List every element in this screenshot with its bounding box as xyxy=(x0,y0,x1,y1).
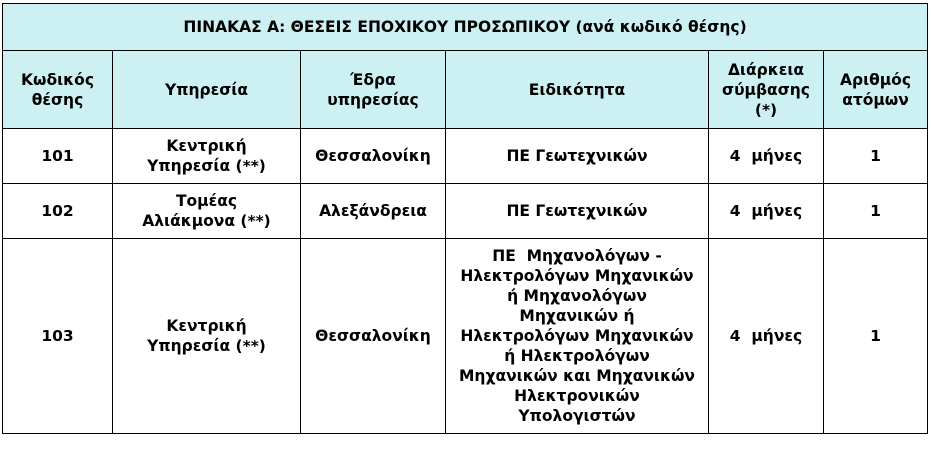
header-duration-line: Διάρκεια xyxy=(727,60,805,79)
header-seat-line: Έδρα xyxy=(350,70,396,89)
header-code xyxy=(3,51,113,129)
positions-table xyxy=(2,3,928,434)
header-duration-line: σύμβασης xyxy=(722,80,810,99)
header-code-line: Κωδικός xyxy=(20,70,95,89)
cell-code: 102 xyxy=(3,184,113,239)
header-seat-line: υπηρεσίας xyxy=(327,90,419,109)
cell-line: Ηλεκτρολόγων Μηχανικών xyxy=(460,267,694,285)
cell-code: 103 xyxy=(3,239,113,434)
cell-line: ΠΕ Μηχανολόγων - xyxy=(492,247,662,265)
table-row xyxy=(3,184,928,239)
header-code-line: θέσης xyxy=(31,90,84,109)
cell-line: Μηχανικών ή xyxy=(519,307,635,325)
cell-duration: 4 μήνες xyxy=(709,239,824,434)
table-title: ΠΙΝΑΚΑΣ Α: ΘΕΣΕΙΣ ΕΠΟΧΙΚΟΥ ΠΡΟΣΩΠΙΚΟΥ (ανά κωδικό θέσης) xyxy=(3,4,928,51)
cell-service xyxy=(113,184,301,239)
cell-code: 101 xyxy=(3,129,113,184)
header-service: Υπηρεσία xyxy=(113,51,301,129)
cell-line: Ηλεκτρονικών xyxy=(514,387,640,405)
cell-line: Τομέας xyxy=(175,192,238,210)
cell-seat: Θεσσαλονίκη xyxy=(301,129,446,184)
table-row xyxy=(3,129,928,184)
cell-specialty: ΠΕ Γεωτεχνικών xyxy=(446,184,709,239)
cell-duration: 4 μήνες xyxy=(709,184,824,239)
header-seat xyxy=(301,51,446,129)
cell-duration: 4 μήνες xyxy=(709,129,824,184)
cell-line: ή Μηχανολόγων xyxy=(507,287,647,305)
cell-line: ή Ηλεκτρολόγων xyxy=(504,347,650,365)
header-persons-line: Αριθμός xyxy=(840,70,912,89)
cell-line: Υπολογιστών xyxy=(518,407,636,425)
cell-line: Αλιάκμονα (**) xyxy=(142,212,271,230)
header-duration xyxy=(709,51,824,129)
cell-seat: Αλεξάνδρεια xyxy=(301,184,446,239)
header-duration-line: (*) xyxy=(754,100,778,119)
cell-line: Κεντρική xyxy=(166,137,247,155)
header-persons xyxy=(824,51,928,129)
table-header-row xyxy=(3,51,928,129)
cell-service xyxy=(113,239,301,434)
cell-specialty xyxy=(446,239,709,434)
cell-line: Υπηρεσία (**) xyxy=(147,157,266,175)
cell-line: Κεντρική xyxy=(166,317,247,335)
cell-line: Υπηρεσία (**) xyxy=(147,337,266,355)
header-persons-line: ατόμων xyxy=(842,90,909,109)
cell-line: Ηλεκτρολόγων Μηχανικών xyxy=(460,327,694,345)
cell-persons: 1 xyxy=(824,239,928,434)
table-title-row xyxy=(3,4,928,51)
cell-specialty: ΠΕ Γεωτεχνικών xyxy=(446,129,709,184)
table-row xyxy=(3,239,928,434)
cell-line: Μηχανικών και Μηχανικών xyxy=(459,367,695,385)
cell-persons: 1 xyxy=(824,184,928,239)
cell-seat: Θεσσαλονίκη xyxy=(301,239,446,434)
header-specialty: Ειδικότητα xyxy=(446,51,709,129)
cell-service xyxy=(113,129,301,184)
cell-persons: 1 xyxy=(824,129,928,184)
